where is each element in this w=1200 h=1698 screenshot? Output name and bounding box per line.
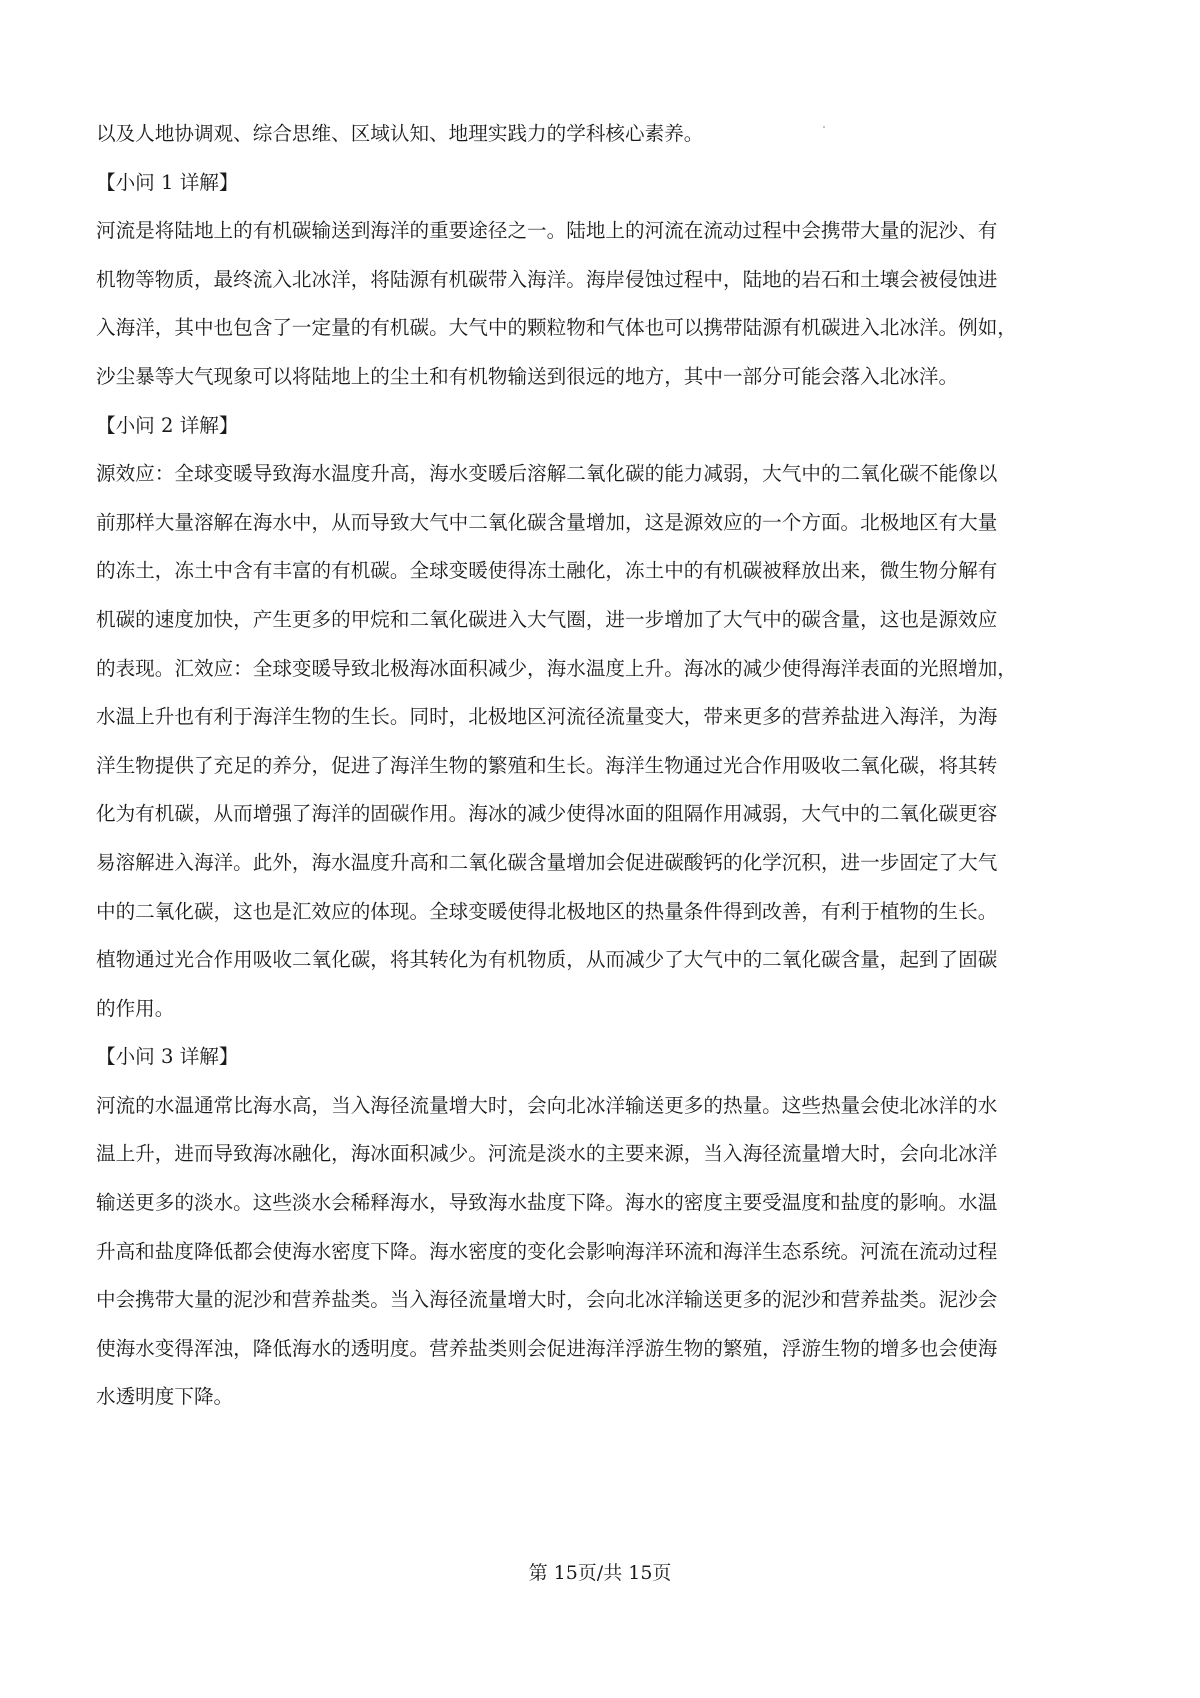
page-footer: 第 15页/共 15页: [528, 1562, 672, 1584]
scan-speck: [823, 126, 825, 128]
text-line: 使海水变得浑浊，降低海水的透明度。营养盐类则会促进海洋浮游生物的繁殖，浮游生物的增多也会使海: [96, 1336, 998, 1360]
text-line: 的冻土，冻土中含有丰富的有机碳。全球变暖使得冻土融化，冻土中的有机碳被释放出来，微生物分解有: [96, 559, 998, 583]
section-heading-q1: 【小问 1 详解】: [96, 170, 239, 194]
text-line: 的作用。: [96, 996, 175, 1020]
text-line: 中会携带大量的泥沙和营养盐类。当入海径流量增大时，会向北冰洋输送更多的泥沙和营养盐类。泥沙会: [96, 1288, 998, 1312]
document-body: [96, 110, 1100, 1422]
text-line: 机物等物质，最终流入北冰洋，将陆源有机碳带入海洋。海岸侵蚀过程中，陆地的岩石和土壤会被侵蚀进: [96, 267, 998, 291]
text-line: 中的二氧化碳，这也是汇效应的体现。全球变暖使得北极地区的热量条件得到改善，有利于植物的生长。: [96, 899, 998, 923]
text-line: 水温上升也有利于海洋生物的生长。同时，北极地区河流径流量变大，带来更多的营养盐进入海洋，为海: [96, 705, 998, 729]
text-line: 河流的水温通常比海水高，当入海径流量增大时，会向北冰洋输送更多的热量。这些热量会使北冰洋的水: [96, 1093, 998, 1117]
text-line: 沙尘暴等大气现象可以将陆地上的尘土和有机物输送到很远的地方，其中一部分可能会落入北冰洋。: [96, 364, 959, 388]
text-line: 水透明度下降。: [96, 1385, 234, 1409]
section-heading-q2: 【小问 2 详解】: [96, 413, 239, 437]
text-line: 以及人地协调观、综合思维、区域认知、地理实践力的学科核心素养。: [96, 122, 704, 145]
text-line: 植物通过光合作用吸收二氧化碳，将其转化为有机物质，从而减少了大气中的二氧化碳含量，起到了固碳: [96, 948, 998, 972]
text-line: 升高和盐度降低都会使海水密度下降。海水密度的变化会影响海洋环流和海洋生态系统。河流在流动过程: [96, 1239, 998, 1263]
text-line: 输送更多的淡水。这些淡水会稀释海水，导致海水盐度下降。海水的密度主要受温度和盐度的影响。水温: [96, 1191, 998, 1215]
text-line: 的表现。汇效应：全球变暖导致北极海冰面积减少，海水温度上升。海冰的减少使得海洋表面的光照增加，: [96, 656, 1017, 680]
text-line: 温上升，进而导致海冰融化，海冰面积减少。河流是淡水的主要来源，当入海径流量增大时，会向北冰洋: [96, 1142, 998, 1166]
text-line: 前那样大量溶解在海水中，从而导致大气中二氧化碳含量增加，这是源效应的一个方面。北极地区有大量: [96, 510, 998, 534]
text-line: 洋生物提供了充足的养分，促进了海洋生物的繁殖和生长。海洋生物通过光合作用吸收二氧化碳，将其转: [96, 753, 998, 777]
section-heading-q3: 【小问 3 详解】: [96, 1045, 239, 1069]
text-line: 化为有机碳，从而增强了海洋的固碳作用。海冰的减少使得冰面的阻隔作用减弱，大气中的二氧化碳更容: [96, 802, 998, 826]
text-line: 入海洋，其中也包含了一定量的有机碳。大气中的颗粒物和气体也可以携带陆源有机碳进入北冰洋。例如，: [96, 316, 1017, 340]
text-line: 机碳的速度加快，产生更多的甲烷和二氧化碳进入大气圈，进一步增加了大气中的碳含量，这也是源效应: [96, 607, 998, 631]
text-line: 易溶解进入海洋。此外，海水温度升高和二氧化碳含量增加会促进碳酸钙的化学沉积，进一步固定了大气: [96, 850, 998, 874]
text-line: 源效应：全球变暖导致海水温度升高，海水变暖后溶解二氧化碳的能力减弱，大气中的二氧化碳不能像以: [96, 462, 998, 486]
text-line: 河流是将陆地上的有机碳输送到海洋的重要途径之一。陆地上的河流在流动过程中会携带大量的泥沙、有: [96, 219, 998, 243]
